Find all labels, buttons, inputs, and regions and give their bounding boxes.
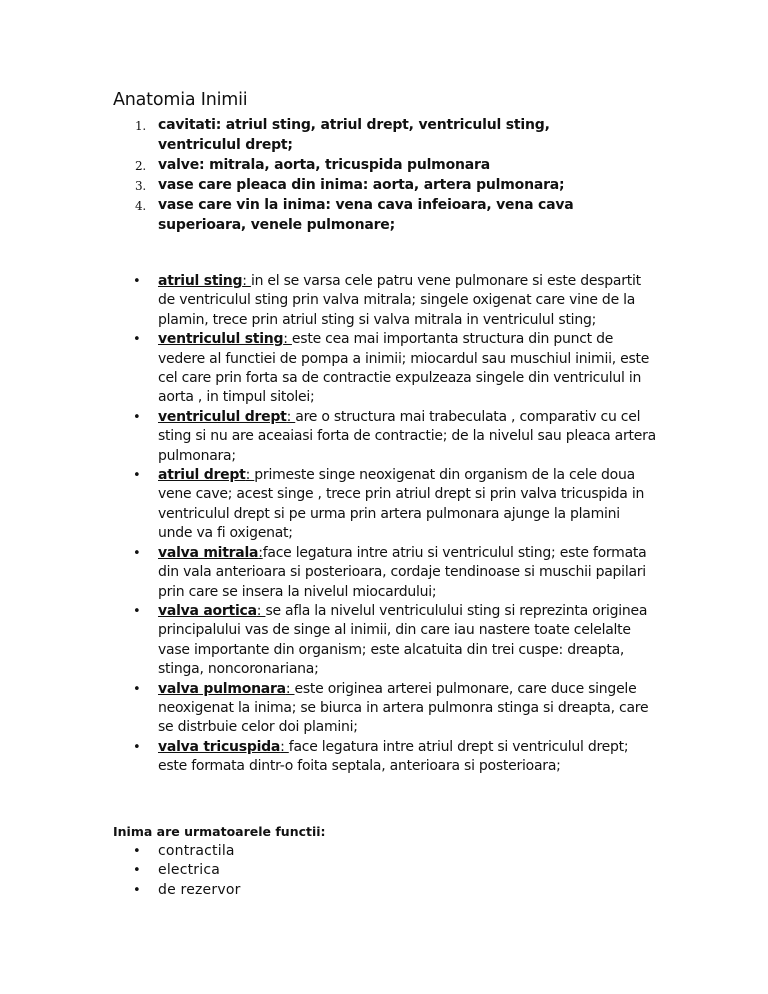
summary-item-text: vase care pleaca din inima: aorta, artera pulmonara;	[158, 177, 565, 193]
list-number: 2.	[135, 159, 147, 173]
detail-item-valva-tricuspida	[133, 738, 658, 777]
bullet-icon: •	[133, 603, 141, 619]
summary-item-text: valve: mitrala, aorta, tricuspida pulmonara	[158, 157, 490, 173]
detail-separator: :	[286, 408, 296, 425]
detail-term: atriul drept	[158, 467, 246, 484]
function-text: contractila	[158, 843, 235, 859]
detail-item-atriul-drept	[133, 466, 658, 544]
detail-text: are o structura mai trabeculata , comparativ cu cel sting si nu are aceaiasi forta de contractie; de la nivelul sau pleaca artera pulmonara;	[158, 408, 656, 464]
detail-separator: :	[280, 738, 289, 755]
detail-text: primeste singe neoxigenat din organism de la cele doua vene cave; acest singe , trece prin atriul drept si prin valva tricuspida in ventriculul drept si pe urma prin artera pulmonara ajunge la plamini unde va fi oxigenat;	[158, 467, 645, 542]
function-item	[133, 842, 241, 861]
functions-heading: Inima are urmatoarele functii:	[113, 824, 326, 839]
bullet-icon: •	[133, 863, 141, 879]
summary-item	[135, 195, 598, 235]
detail-text: in el se varsa cele patru vene pulmonare si este despartit de ventriculul sting prin valva mitrala; singele oxigenat care vine de la plamin, trece prin atriul sting si valva mitrala in ventriculul sting;	[158, 273, 641, 328]
detail-term: valva aortica	[158, 602, 257, 619]
bullet-icon: •	[133, 882, 141, 898]
bullet-icon: •	[133, 739, 141, 755]
detail-separator: :	[283, 331, 292, 348]
detail-text: se afla la nivelul ventriculului sting si reprezinta originea principalului vas de singe al inimii, din care iau nastere toate celelalte vase importante din organism; este alcatuita din trei cuspe: dreapta, stinga, noncoronariana;	[158, 602, 648, 678]
summary-item	[135, 115, 598, 155]
function-item	[133, 861, 241, 880]
bullet-icon: •	[133, 468, 141, 484]
detail-text: face legatura intre atriu si ventriculul sting; este formata din vala anterioara si posterioara, cordaje tendinoase si muschii papilari prin care se insera la nivelul miocardului;	[158, 544, 647, 600]
anatomy-summary-list	[135, 115, 598, 235]
detail-separator: :	[256, 602, 266, 619]
summary-item	[135, 155, 598, 175]
detail-term: atriul sting	[158, 273, 243, 289]
summary-item-text: cavitati: atriul sting, atriul drept, ventriculul sting, ventriculul drept;	[158, 117, 550, 153]
functions-list	[133, 842, 241, 900]
detail-term: valva tricuspida	[158, 738, 281, 755]
page-title: Anatomia Inimii	[113, 90, 248, 110]
detail-item-valva-pulmonara	[133, 680, 658, 738]
detail-item-valva-mitrala	[133, 544, 658, 602]
function-text: electrica	[158, 862, 221, 879]
detail-text: este originea arterei pulmonare, care duce singele neoxigenat la inima; se biurca in artera pulmonra stinga si dreapta, care se distrbuie celor doi plamini;	[158, 680, 649, 736]
bullet-icon: •	[133, 409, 141, 425]
detail-term: valva pulmonara	[158, 680, 286, 697]
detail-text: este cea mai importanta structura din punct de vedere al functiei de pompa a inimii; miocardul sau muschiul inimii, este cel care prin forta sa de contractie expulzeaza singele din ventriculul in aorta , in timpul sitolei;	[158, 331, 650, 406]
detail-item-ventriculul-drept	[133, 408, 658, 466]
detail-separator: :	[245, 467, 255, 484]
bullet-icon: •	[133, 545, 141, 561]
detail-separator: :	[285, 680, 295, 697]
function-text: de rezervor	[158, 881, 241, 898]
summary-item	[135, 175, 598, 195]
summary-item-text: vase care vin la inima: vena cava infeioara, vena cava superioara, venele pulmonare;	[158, 197, 574, 233]
list-number: 1.	[135, 119, 147, 133]
structure-details-list	[133, 272, 658, 777]
detail-item-atriul-sting	[133, 272, 658, 330]
detail-term: ventriculul sting	[158, 331, 284, 348]
bullet-icon: •	[133, 681, 141, 697]
bullet-icon: •	[133, 274, 141, 289]
detail-text: face legatura intre atriul drept si ventriculul drept; este formata dintr-o foita septala, anterioara si posterioara;	[158, 738, 629, 775]
detail-item-ventriculul-sting	[133, 330, 658, 408]
bullet-icon: •	[133, 844, 141, 859]
detail-term: ventriculul drept	[158, 408, 287, 425]
detail-separator: :	[242, 273, 251, 289]
bullet-icon: •	[133, 332, 141, 348]
detail-term: valva mitrala	[158, 544, 259, 561]
function-item	[133, 881, 241, 900]
list-number: 3.	[135, 179, 147, 193]
list-number: 4.	[135, 199, 147, 213]
detail-separator: :	[258, 544, 263, 561]
detail-item-valva-aortica	[133, 602, 658, 680]
